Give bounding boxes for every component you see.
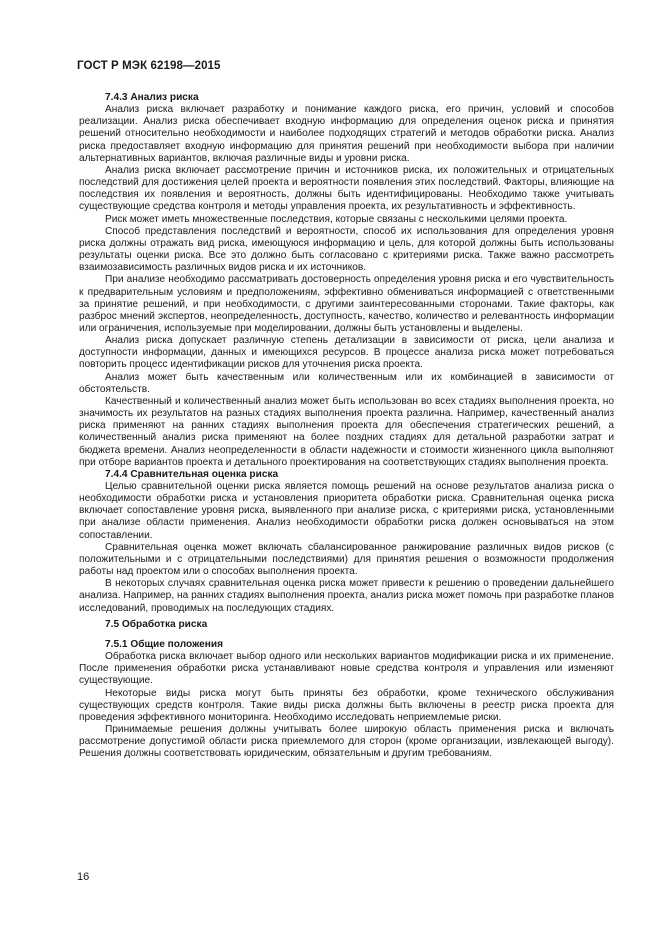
standard-header: ГОСТ Р МЭК 62198—2015 (77, 60, 221, 72)
section-heading-7-4-3: 7.4.3 Анализ риска (105, 92, 199, 103)
paragraph: Качественный и количественный анализ может быть использован во всех стадиях выполнения проекта, но значимость их результатов на разных стадиях выполнения проекта различна. Например, качественный анализ риска применяют на ранних стадиях выполнения проекта для обеспечения стратегических решений, а количественный анализ риска применяют на более поздних стадиях для детальной разработки затрат и бюджета времени. Анализ неопределенности в области надежности и стоимости жизненного цикла выполняют при отборе вариантов проекта и детального проектирования на соответствующих стадиях выполнения проекта. (79, 395, 614, 468)
paragraph: В некоторых случаях сравнительная оценка риска может привести к решению о проведении дальнейшего анализа. Например, на ранних стадиях выполнения проекта, анализ риска может помочь при разработке планов исследований, проводимых на последующих стадиях. (79, 578, 614, 614)
section-heading-7-5-1: 7.5.1 Общие положения (105, 638, 223, 650)
paragraph: Анализ риска включает рассмотрение причин и источников риска, их положительных и отрицательных последствий для достижения целей проекта и вероятности появления этих последствий. Факторы, влияющие на последствия их появления и вероятность, должны быть идентифицированы. Необходимо также учитывать существующие средства контроля и методы управления проекта, их результативность и эффективность. (79, 164, 614, 213)
paragraph: Способ представления последствий и вероятности, способ их использования для определения уровня риска должны отражать вид риска, имеющуюся информацию и цель, для которой должны быть использованы результаты оценки риска. Все это должно быть согласовано с критериями риска. Также важно рассмотреть взаимозависимость различных видов риска и их источников. (79, 225, 614, 274)
paragraph: Некоторые виды риска могут быть приняты без обработки, кроме технического обслуживания существующих средств контроля. Такие виды риска должны быть включены в реестр риска проекта для проведения эффективного мониторинга. Необходимо исследовать неприемлемые риски. (79, 687, 614, 723)
paragraph: Обработка риска включает выбор одного или нескольких вариантов модификации риска и их применение. После применения обработки риска устанавливают новые средства контроля и управления или изменяют существующие. (79, 651, 614, 687)
section-heading-7-4-4: 7.4.4 Сравнительная оценка риска (105, 468, 279, 480)
page-number: 16 (77, 871, 90, 883)
paragraph: Принимаемые решения должны учитывать более широкую область применения риска и включать рассмотрение допустимой области риска приемлемого для сторон (кроме организации, извлекающей выгоду). Решения должны соответствовать юридическим, обязательным и другим требованиям. (79, 723, 614, 760)
paragraph: Целью сравнительной оценки риска является помощь решений на основе результатов анализа риска о необходимости обработки риска и установления приоритета обработки риска. Сравнительная оценка риска включает сопоставление уровня риска, выявленного при анализе риска, с критериями риска, установленными при анализе области применения. Анализ необходимости обработки риска должен основываться на этом сопоставлении. (79, 481, 614, 541)
section-heading-7-5: 7.5 Обработка риска (105, 618, 208, 630)
paragraph: Риск может иметь множественные последствия, которые связаны с несколькими целями проекта. (105, 213, 568, 225)
paragraph: При анализе необходимо рассматривать достоверность определения уровня риска и его чувствительность к предварительным условиям и предположениям, эффективно обмениваться информацией с ответственными за принятие решений, и при необходимости, с другими заинтересованными сторонами. Такие факторы, как разброс мнений экспертов, неопределенность, доступность, качество, количество и релевантность информации или ограничения, используемые при моделировании, должны быть установлены и выделены. (79, 274, 614, 334)
paragraph: Сравнительная оценка может включать сбалансированное ранжирование различных видов рисков (с положительными и с отрицательными последствиями) для принятия решения о возможности продолжения работы над проектом или о способах выполнения проекта. (79, 541, 614, 578)
paragraph: Анализ риска включает разработку и понимание каждого риска, его причин, условий и способов реализации. Анализ риска обеспечивает входную информацию для определения оценок риска и принятия решений относительно необходимости и наиболее подходящих стратегий и методов обработки риска. Анализ риска предоставляет входную информацию для принятия решений при необходимости выбора при наличии альтернативных вариантов, включая различные виды и уровни риска. (79, 104, 614, 164)
page-body (79, 92, 614, 760)
paragraph: Анализ риска допускает различную степень детализации в зависимости от риска, цели анализа и доступности информации, данных и имеющихся ресурсов. В процессе анализа риска может потребоваться повторить процесс идентификации рисков для уточнения риска проекта. (79, 335, 614, 371)
paragraph: Анализ может быть качественным или количественным или их комбинацией в зависимости от обстоятельств. (79, 371, 614, 395)
